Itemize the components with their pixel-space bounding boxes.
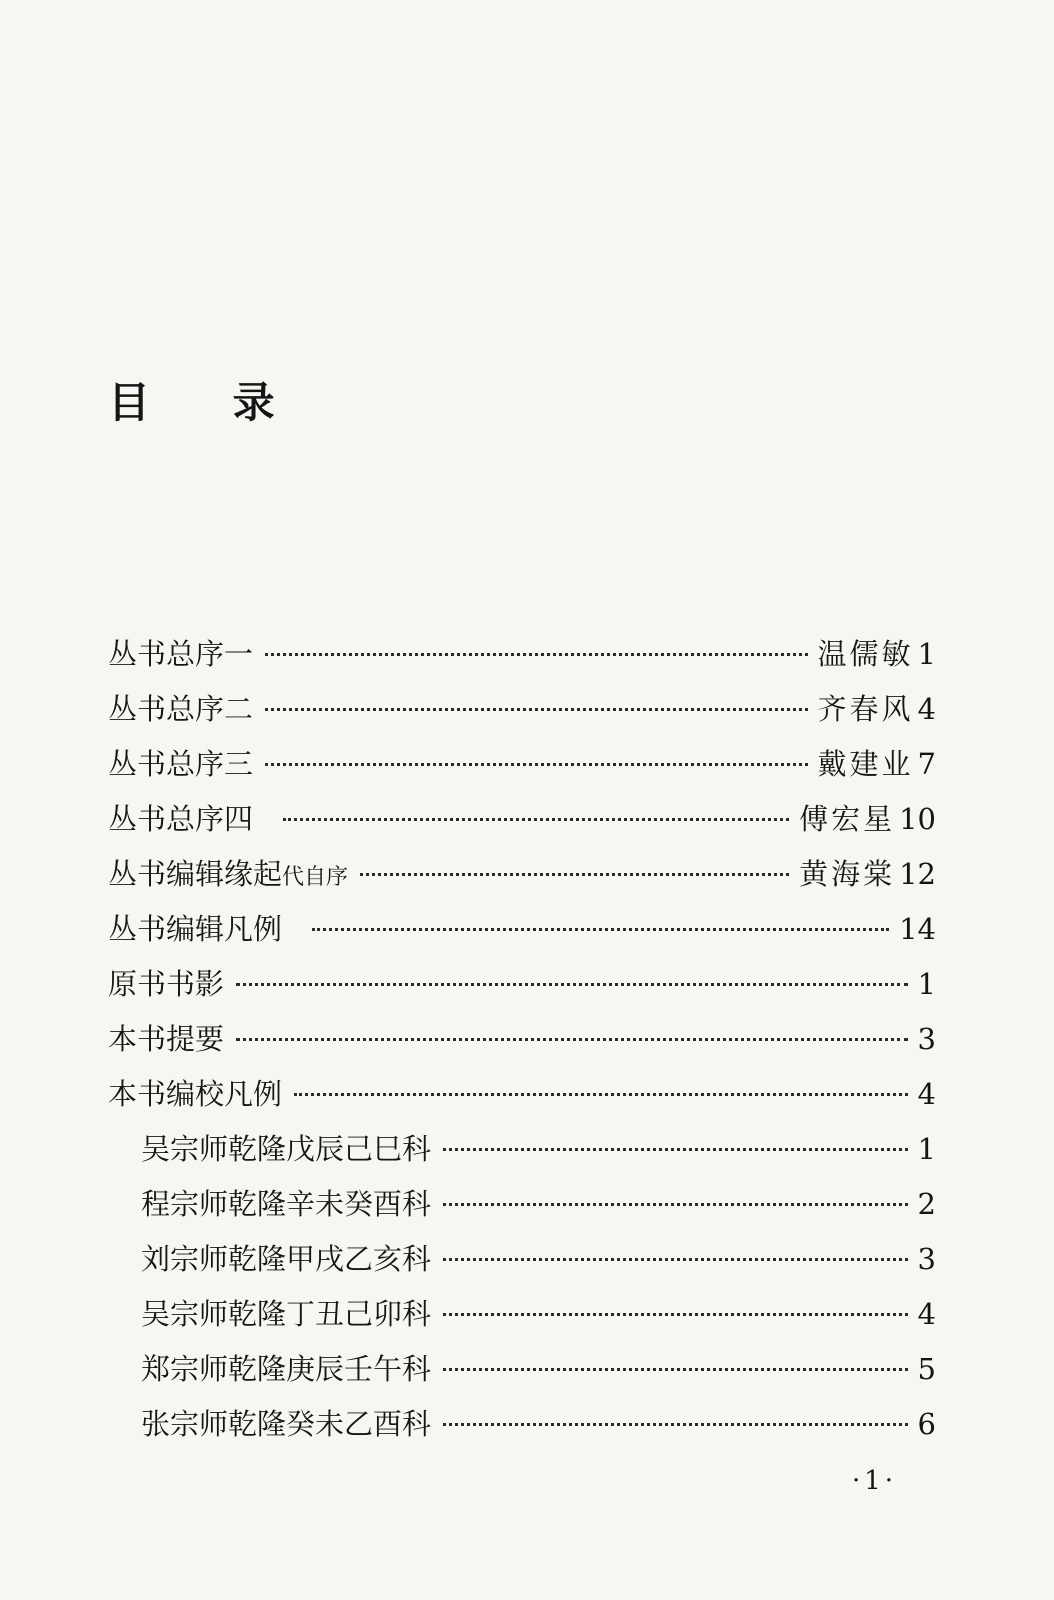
toc-sub-entry-title: 吴宗师乾隆戊辰己巳科 <box>141 1132 432 1166</box>
toc-leader-dots <box>443 1368 908 1371</box>
toc-entry-page: 5 <box>917 1352 936 1386</box>
toc-entry-title: 丛书编辑缘起 <box>108 857 283 891</box>
toc-entry-title: 丛书总序二 <box>108 692 254 726</box>
toc-entry-author: 傅宏星 <box>799 802 896 836</box>
toc-entry-page: 2 <box>917 1187 936 1221</box>
toc-entry-page: 1 <box>917 967 936 1001</box>
toc-entry[interactable] <box>108 802 936 836</box>
toc-entry-note: 代自序 <box>282 865 349 890</box>
toc-leader-dots <box>265 653 808 656</box>
toc-entry[interactable] <box>108 1077 936 1111</box>
toc-entry-page: 14 <box>899 912 936 946</box>
toc-entry-title: 丛书总序四 <box>108 802 254 836</box>
toc-entry-author: 温儒敏 <box>817 637 914 671</box>
toc-sub-entry-title: 刘宗师乾隆甲戌乙亥科 <box>141 1242 432 1276</box>
page-number: ·1· <box>852 1466 898 1496</box>
toc-entry-title: 丛书总序三 <box>108 747 254 781</box>
toc-leader-dots <box>443 1423 908 1426</box>
toc-entry-author: 黄海棠 <box>799 857 896 891</box>
page-title: 目 录 <box>108 378 309 427</box>
toc-sub-entry[interactable] <box>141 1242 936 1276</box>
toc-leader-dots <box>283 818 789 821</box>
toc-entry-page: 3 <box>917 1242 936 1276</box>
toc-sub-entry-title: 郑宗师乾隆庚辰壬午科 <box>141 1352 432 1386</box>
toc-leader-dots <box>443 1148 908 1151</box>
toc-entry-page: 4 <box>917 692 936 726</box>
toc-entry-title: 原书书影 <box>108 967 225 1001</box>
toc-leader-dots <box>265 763 808 766</box>
toc-sub-entry-title: 吴宗师乾隆丁丑己卯科 <box>141 1297 432 1331</box>
toc-entry[interactable] <box>108 637 936 671</box>
toc-entry-page: 10 <box>899 802 936 836</box>
toc-sub-entry-title: 张宗师乾隆癸未乙酉科 <box>141 1407 432 1441</box>
toc-entry[interactable] <box>108 1022 936 1056</box>
toc-entry-page: 4 <box>917 1077 936 1111</box>
toc-entry-author: 齐春风 <box>817 692 914 726</box>
toc-entry-page: 12 <box>899 857 936 891</box>
toc-leader-dots <box>236 983 908 986</box>
toc-leader-dots <box>236 1038 908 1041</box>
toc-entry[interactable] <box>108 692 936 726</box>
toc-leader-dots <box>360 873 789 876</box>
toc-entry-page: 6 <box>917 1407 936 1441</box>
toc-entry-title: 本书提要 <box>108 1022 225 1056</box>
toc-leader-dots <box>294 1093 908 1096</box>
toc-entry[interactable] <box>108 912 936 946</box>
toc-sub-entry[interactable] <box>141 1132 936 1166</box>
toc-entry-title: 本书编校凡例 <box>108 1077 283 1111</box>
toc-entry[interactable] <box>108 967 936 1001</box>
toc-entry-page: 4 <box>917 1297 936 1331</box>
toc-sub-entry[interactable] <box>141 1187 936 1221</box>
toc-sub-entry[interactable] <box>141 1407 936 1441</box>
toc-leader-dots <box>443 1203 908 1206</box>
toc-entry-page: 1 <box>917 1132 936 1166</box>
toc-leader-dots <box>443 1313 908 1316</box>
toc-entry[interactable] <box>108 747 936 781</box>
toc-entry[interactable] <box>108 857 936 891</box>
toc-entry-page: 1 <box>917 637 936 671</box>
toc-leader-dots <box>443 1258 908 1261</box>
toc-entry-author: 戴建业 <box>817 747 914 781</box>
toc-entry-page: 3 <box>917 1022 936 1056</box>
toc-sub-entry[interactable] <box>141 1352 936 1386</box>
toc-entry-title: 丛书编辑凡例 <box>108 912 283 946</box>
toc-sub-entry[interactable] <box>141 1297 936 1331</box>
toc-leader-dots <box>312 928 889 931</box>
toc-leader-dots <box>265 708 808 711</box>
toc-entry-title: 丛书总序一 <box>108 637 254 671</box>
toc-entry-page: 7 <box>917 747 936 781</box>
toc-sub-entry-title: 程宗师乾隆辛未癸酉科 <box>141 1187 432 1221</box>
